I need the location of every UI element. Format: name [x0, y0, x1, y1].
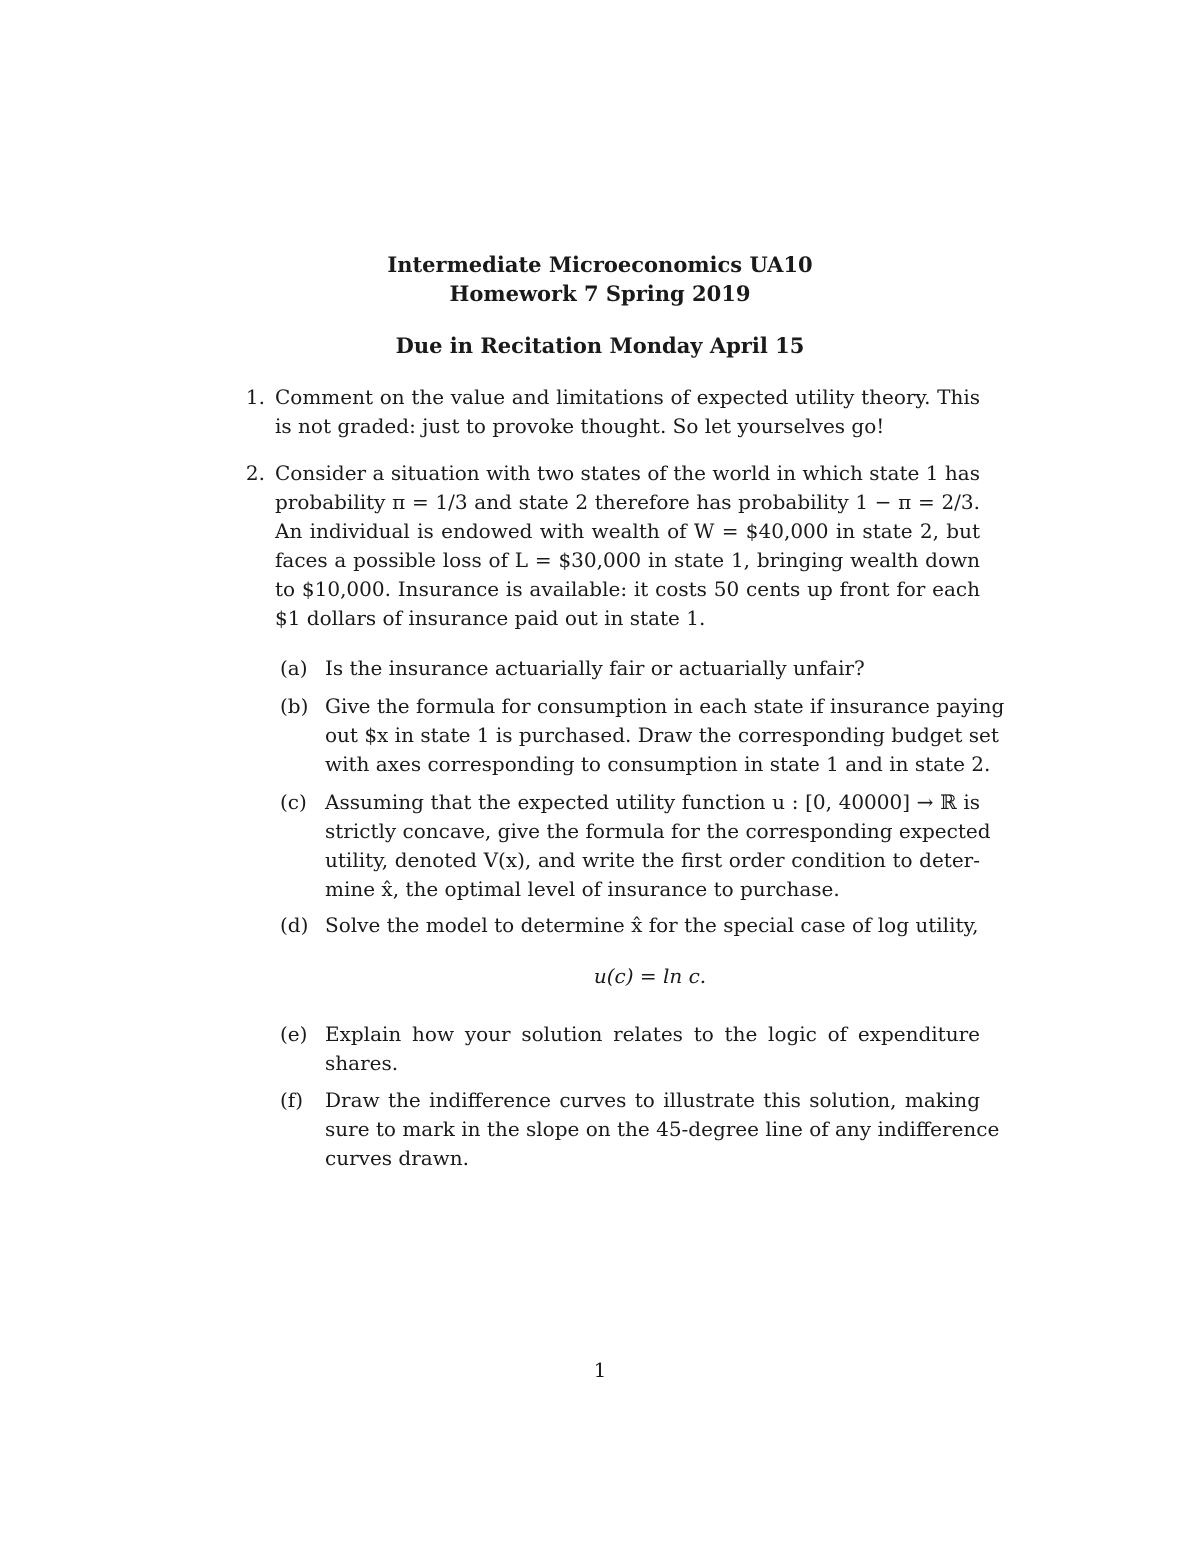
part-d-line: Solve the model to determine x̂ for the special case of log utility,: [325, 913, 979, 937]
part-f-text: [325, 1086, 1000, 1173]
part-c-line: Assuming that the expected utility function u : [0, 40000] → ℝ is: [325, 790, 980, 814]
question-2-line: probability π = 1/3 and state 2 therefore has probability 1 − π = 2/3.: [275, 490, 980, 514]
part-c-label: (c): [280, 790, 307, 814]
part-a-label: (a): [280, 656, 308, 680]
part-b-label: (b): [280, 694, 309, 718]
part-c-line: utility, denoted V(x), and write the first order condition to deter-: [325, 848, 980, 872]
part-d-label: (d): [280, 913, 309, 937]
part-f-line: Draw the indifference curves to illustrate this solution, making: [325, 1088, 980, 1112]
part-a-line: Is the insurance actuarially fair or actuarially unfair?: [325, 656, 865, 680]
part-c-text: [325, 788, 991, 904]
question-2-line: Consider a situation with two states of the world in which state 1 has: [275, 461, 980, 485]
part-e-label: (e): [280, 1022, 308, 1046]
log-utility-equation: u(c) = ln c.: [593, 964, 707, 988]
part-b-line: with axes corresponding to consumption in state 1 and in state 2.: [325, 752, 991, 776]
part-d-text: [325, 911, 980, 940]
question-2-line: faces a possible loss of L = $30,000 in state 1, bringing wealth down: [275, 548, 980, 572]
question-2-line: to $10,000. Insurance is available: it costs 50 cents up front for each: [275, 577, 980, 601]
document-title: Intermediate Microeconomics UA10: [387, 252, 813, 277]
question-1-line: Comment on the value and limitations of expected utility theory. This: [275, 385, 980, 409]
part-f-line: curves drawn.: [325, 1146, 470, 1170]
part-b-text: [325, 692, 1005, 779]
part-e-line: shares.: [325, 1051, 399, 1075]
part-e-line: Explain how your solution relates to the logic of expenditure: [325, 1022, 980, 1046]
homework-subtitle: Homework 7 Spring 2019: [449, 281, 751, 306]
part-e-text: [325, 1020, 980, 1078]
question-2-number: 2.: [245, 461, 265, 485]
part-b-line: Give the formula for consumption in each state if insurance paying: [325, 694, 1005, 718]
part-c-line: strictly concave, give the formula for the corresponding expected: [325, 819, 991, 843]
part-c-line: mine x̂, the optimal level of insurance to purchase.: [325, 877, 840, 901]
page-number: 1: [593, 1358, 607, 1382]
question-1-text: [275, 383, 980, 441]
question-2-text: [275, 459, 980, 633]
question-2-line: An individual is endowed with wealth of W = $40,000 in state 2, but: [275, 519, 980, 543]
part-f-line: sure to mark in the slope on the 45-degree line of any indifference: [325, 1117, 1000, 1141]
question-2-line: $1 dollars of insurance paid out in state 1.: [275, 606, 706, 630]
part-b-line: out $x in state 1 is purchased. Draw the corresponding budget set: [325, 723, 999, 747]
due-date-heading: Due in Recitation Monday April 15: [395, 333, 805, 358]
question-1-number: 1.: [245, 385, 265, 409]
part-f-label: (f): [280, 1088, 304, 1112]
question-1-line: is not graded: just to provoke thought. So let yourselves go!: [275, 414, 885, 438]
part-a-text: [325, 654, 980, 683]
